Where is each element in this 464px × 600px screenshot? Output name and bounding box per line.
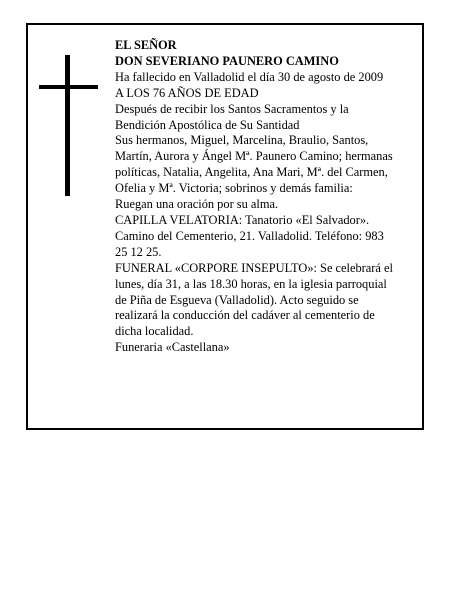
funeral-line: realizará la conducción del cadáver al cementerio de	[115, 308, 375, 323]
funeral-line: lunes, día 31, a las 18.30 horas, en la iglesia parroquial	[115, 276, 387, 291]
death-date-line: Ha fallecido en Valladolid el día 30 de agosto de 2009	[115, 69, 384, 84]
latin-cross-icon	[39, 55, 98, 196]
funeral-line: dicha localidad.	[115, 324, 194, 339]
obituary-text	[115, 38, 420, 356]
sacraments-line: Después de recibir los Santos Sacramentos y la	[115, 101, 349, 116]
prayer-request-line: Ruegan una oración por su alma.	[115, 197, 279, 212]
cross-vertical-bar	[65, 55, 70, 196]
chapel-address-line: Camino del Cementerio, 21. Valladolid. Teléfono: 983	[115, 228, 384, 243]
funeral-line: de Piña de Esgueva (Valladolid). Acto seguido se	[115, 292, 359, 307]
obituary-heading: EL SEÑOR	[115, 38, 177, 52]
chapel-line: CAPILLA VELATORIA: Tanatorio «El Salvador».	[115, 212, 370, 227]
deceased-name: DON SEVERIANO PAUNERO CAMINO	[115, 53, 339, 68]
family-line: políticas, Natalia, Angelita, Ana Mari, Mª. del Carmen,	[115, 165, 388, 180]
chapel-phone-line: 25 12 25.	[115, 244, 162, 259]
family-line: Ofelia y Mª. Victoria; sobrinos y demás familia:	[115, 181, 353, 196]
family-line: Sus hermanos, Miguel, Marcelina, Braulio, Santos,	[115, 133, 369, 148]
cross-horizontal-bar	[39, 85, 98, 89]
family-line: Martín, Aurora y Ángel Mª. Paunero Camino; hermanas	[115, 149, 393, 164]
funeral-line: FUNERAL «CORPORE INSEPULTO»: Se celebrará el	[115, 260, 393, 275]
funeral-home-line: Funeraria «Castellana»	[115, 340, 230, 355]
age-line: A LOS 76 AÑOS DE EDAD	[115, 85, 259, 100]
sacraments-line: Bendición Apostólica de Su Santidad	[115, 117, 300, 132]
